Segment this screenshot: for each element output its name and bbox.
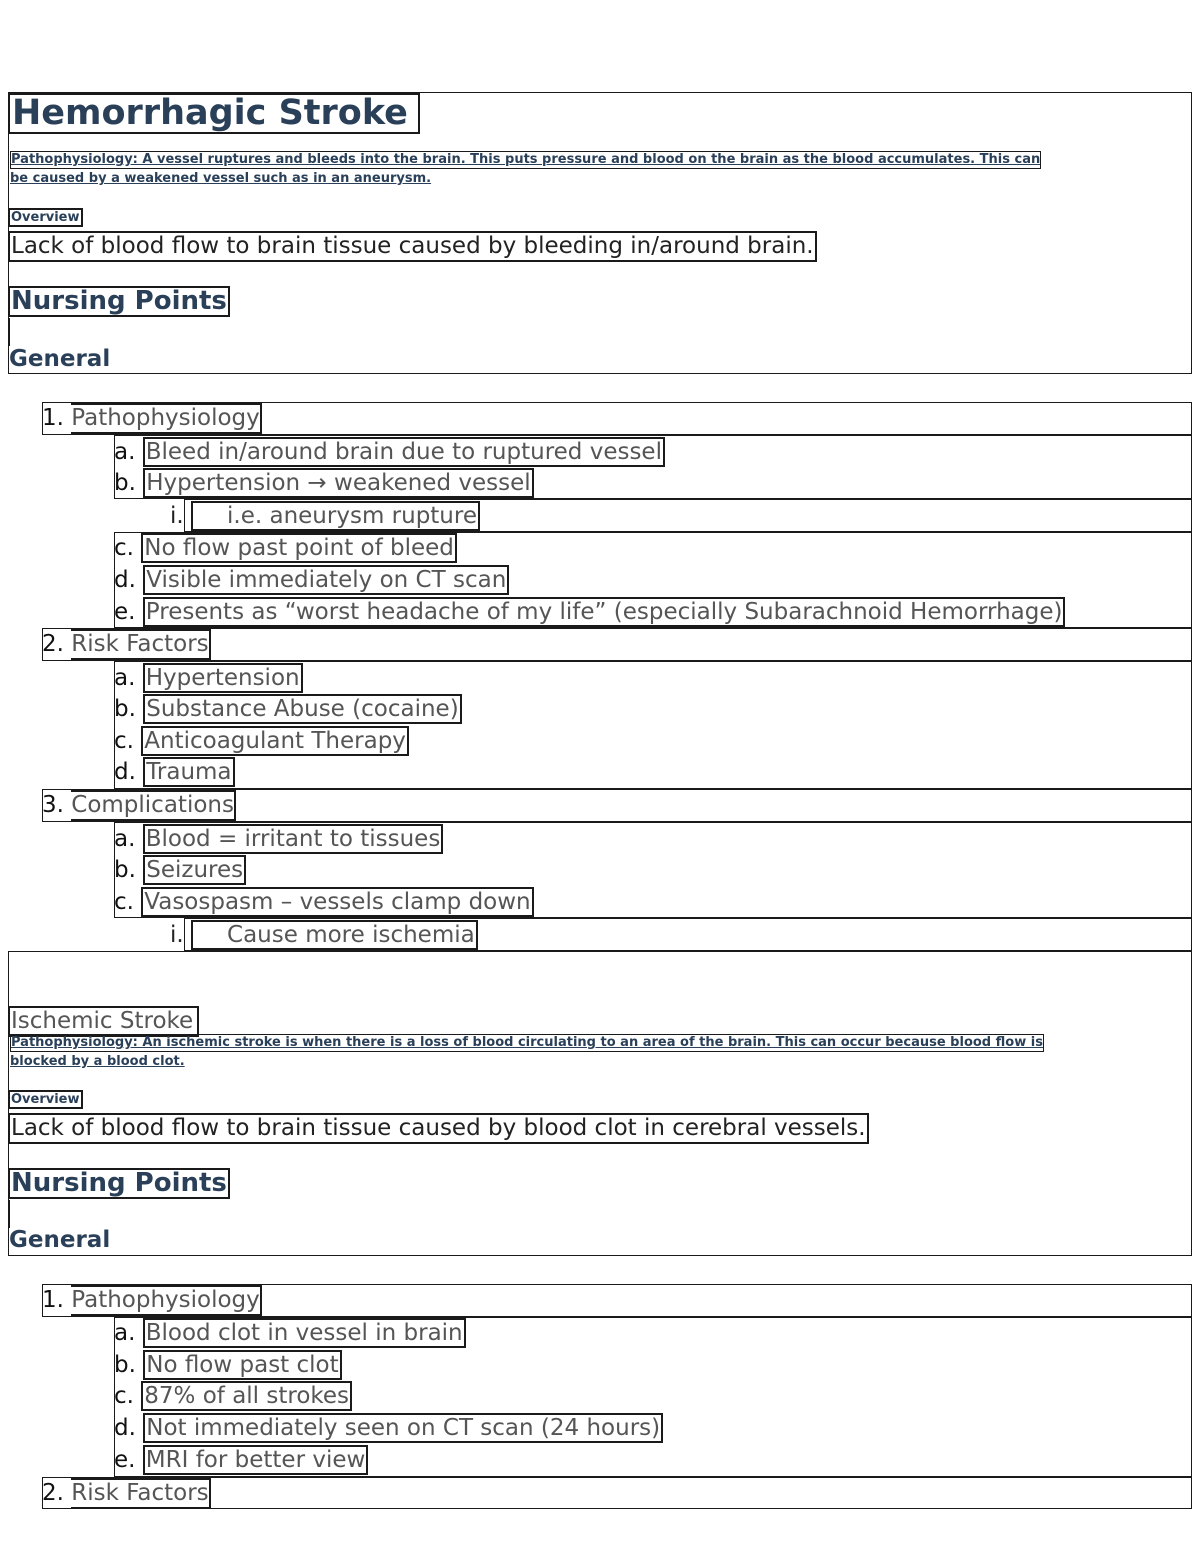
list-item: 2. Risk Factors: [42, 1478, 211, 1508]
hemorrhagic-pathophysiology: Pathophysiology: A vessel ruptures and bleeds into the brain. This puts pressure and blood on the brain as the blood accumulates. This can be caused by a weakened vessel such as in an aneurysm.: [10, 152, 1041, 186]
list-row: [42, 1477, 1192, 1509]
ischemic-pathophysiology: Pathophysiology: An ischemic stroke is when there is a loss of blood circulating to an area of the brain. This can occur because blood flow is blocked by a blood clot.: [10, 1035, 1043, 1069]
list-item: b. Seizures: [114, 855, 246, 885]
list-item: a. Bleed in/around brain due to ruptured vessel: [114, 437, 665, 467]
ischemic-overview-label: Overview: [8, 1088, 83, 1109]
list-item: 2. Risk Factors: [42, 629, 211, 659]
hemorrhagic-title: Hemorrhagic Stroke: [8, 93, 420, 134]
ischemic-nursing-points: Nursing Points: [8, 1168, 230, 1199]
list-item: a. Hypertension: [114, 663, 303, 693]
list-item: d. Visible immediately on CT scan: [114, 565, 509, 595]
list-item: i. Cause more ischemia: [170, 920, 478, 950]
list-item: e. MRI for better view: [114, 1445, 368, 1475]
list-item: c. No flow past point of bleed: [114, 533, 457, 563]
list-item: c. Anticoagulant Therapy: [114, 726, 409, 756]
ischemic-overview-text: Lack of blood flow to brain tissue caused by blood clot in cerebral vessels.: [8, 1113, 869, 1144]
list-row: [42, 628, 1192, 661]
list-item: 1. Pathophysiology: [42, 403, 262, 433]
list-item: d. Not immediately seen on CT scan (24 hours): [114, 1413, 663, 1443]
ischemic-title: Ischemic Stroke: [8, 1006, 199, 1037]
hemorrhagic-divider: [8, 318, 10, 346]
list-item: a. Blood clot in vessel in brain: [114, 1318, 466, 1348]
list-item: d. Trauma: [114, 757, 235, 787]
list-item: 3. Complications: [42, 790, 236, 820]
list-item: b. Substance Abuse (cocaine): [114, 694, 462, 724]
hemorrhagic-nursing-points: Nursing Points: [8, 286, 230, 317]
ischemic-header-block: [8, 951, 1192, 1256]
list-item: b. Hypertension → weakened vessel: [114, 468, 534, 498]
hemorrhagic-general: General: [9, 346, 111, 372]
list-item: i. i.e. aneurysm rupture: [170, 501, 480, 531]
list-item: a. Blood = irritant to tissues: [114, 824, 443, 854]
list-item: 1. Pathophysiology: [42, 1285, 262, 1315]
list-item: c. Vasospasm – vessels clamp down: [114, 887, 534, 917]
list-item: e. Presents as “worst headache of my life” (especially Subarachnoid Hemorrhage): [114, 597, 1065, 627]
ischemic-general: General: [9, 1227, 111, 1253]
ischemic-divider: [8, 1200, 10, 1228]
hemorrhagic-overview-text: Lack of blood flow to brain tissue caused by bleeding in/around brain.: [8, 231, 817, 262]
list-item: b. No flow past clot: [114, 1350, 342, 1380]
list-item: c. 87% of all strokes: [114, 1381, 352, 1411]
hemorrhagic-overview-label: Overview: [8, 206, 83, 227]
